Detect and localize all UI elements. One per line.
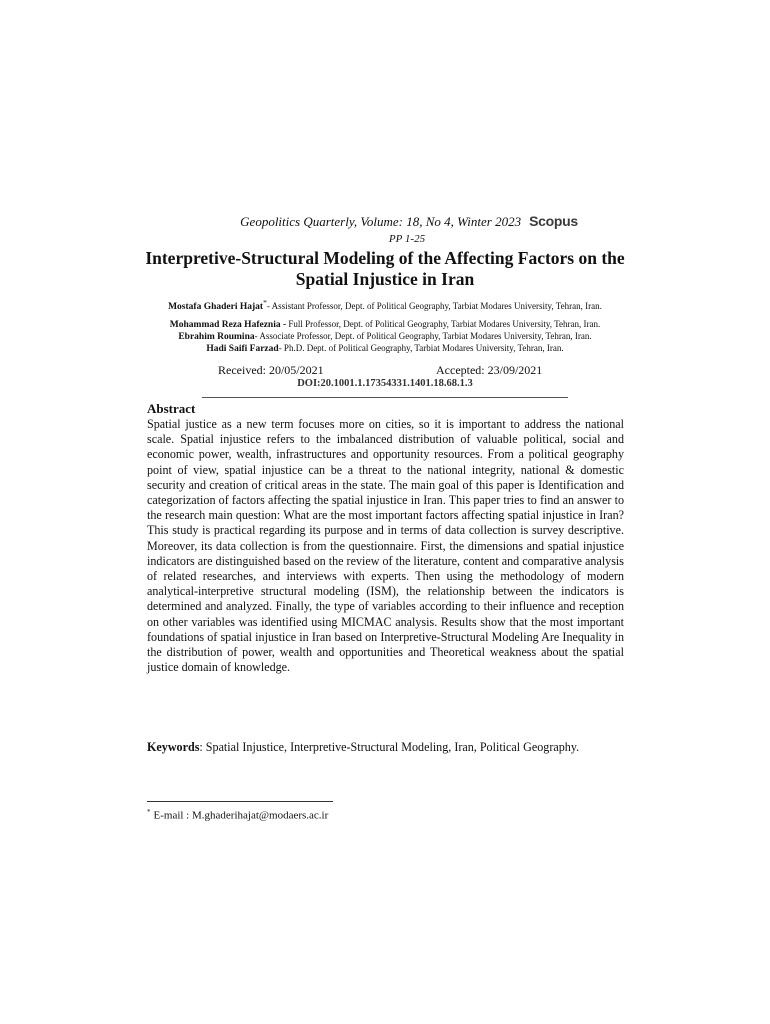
- page-range: [0, 233, 770, 245]
- doi: [0, 378, 770, 389]
- corresponding-author-mark: *: [263, 298, 267, 307]
- journal-citation: Geopolitics Quarterly, Volume: 18, No 4, Winter 2023: [240, 214, 522, 229]
- journal-header: [0, 213, 770, 230]
- author-affiliation: - Associate Professor, Dept. of Political Geography, Tarbiat Modares University, Tehran, Iran.: [254, 331, 592, 341]
- abstract-text: Spatial justice as a new term focuses more on cities, so it is important to address the national scale. Spatial injustice refers to the imbalanced distribution of valuable political, social and economic power, wealth, infrastructures and opportunity resources. From a political geography point of view, spatial injustice can be a threat to the national integrity, national & domestic security and creation of critical areas in the state. The main goal of this paper is Identification and categorization of factors affecting the spatial injustice in Iran. This paper tries to find an answer to the research main question: What are the most important factors affecting spatial injustice in Iran? This study is practical regarding its purpose and in terms of data collection is survey descriptive. Moreover, its data collection is from the questionnaire. First, the dimensions and spatial injustice indicators are distinguished based on the review of the literature, content and comparative analysis of related researches, and interviews with experts. Then using the methodology of modern analytical-interpretive structural modeling (ISM), the relationship between the indicators is determined and analyzed. Finally, the type of variables according to their influence and reception on other variables was identified using MICMAC analysis. Results show that the most important foundations of spatial injustice in Iran based on Interpretive-Structural Modeling Are Inequality in the distribution of power, wealth and opportunities and Theoretical weakness about the spatial justice domain of knowledge.: [147, 417, 624, 675]
- received-date: Received: 20/05/2021: [218, 363, 324, 377]
- author-name: Hadi Saifi Farzad: [206, 344, 279, 354]
- author-affiliation: - Ph.D. Dept. of Political Geography, Tarbiat Modares University, Tehran, Iran.: [278, 343, 564, 353]
- keywords: [147, 740, 624, 755]
- author-line: [110, 343, 660, 354]
- accepted-date: Accepted: 23/09/2021: [436, 363, 543, 377]
- footnote-rule: [147, 801, 333, 802]
- author-line: [110, 331, 660, 342]
- author-affiliation: Full Professor, Dept. of Political Geography, Tarbiat Modares University, Tehran, Iran.: [286, 319, 601, 329]
- page-range-text: PP 1-25: [388, 233, 426, 245]
- author-line: [110, 319, 660, 330]
- scopus-logo: Scopus: [529, 213, 578, 229]
- paper-title: Interpretive-Structural Modeling of the Affecting Factors on the Spatial Injustice in Iran: [145, 248, 625, 289]
- author-line: [110, 298, 660, 312]
- keywords-list: : Spatial Injustice, Interpretive-Structural Modeling, Iran, Political Geography.: [199, 740, 580, 754]
- author-name: Ebrahim Roumina: [178, 332, 255, 342]
- doi-text: DOI:20.1001.1.17354331.1401.18.68.1.3: [297, 378, 473, 389]
- abstract-heading: Abstract: [147, 401, 196, 416]
- author-name: Mostafa Ghaderi Hajat: [168, 302, 264, 312]
- keywords-label: Keywords: [147, 740, 200, 754]
- footnote: [147, 808, 328, 822]
- author-affiliation: - Assistant Professor, Dept. of Political Geography, Tarbiat Modares University, Tehran, Iran.: [266, 301, 602, 311]
- author-email: E-mail : M.ghaderihajat@modaers.ac.ir: [153, 809, 329, 822]
- footnote-mark: *: [147, 808, 151, 816]
- author-name: Mohammad Reza Hafeznia -: [169, 320, 287, 330]
- header-separator: [202, 397, 568, 398]
